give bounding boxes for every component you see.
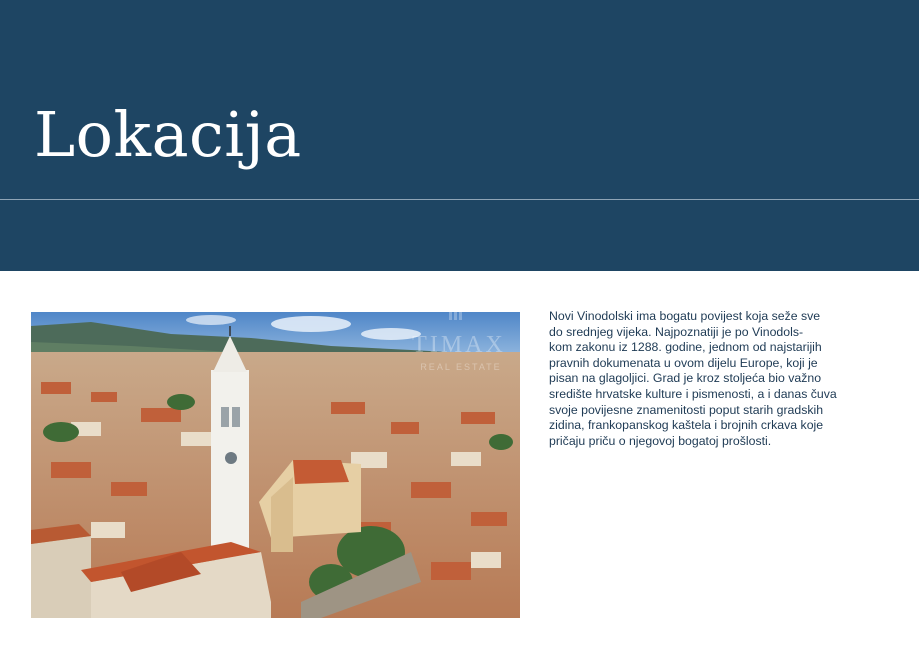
description-line: Novi Vinodolski ima bogatu povijest koja seže sve [549, 309, 821, 323]
header-divider [0, 199, 919, 200]
town-aerial-photo [31, 312, 520, 618]
description-line: kom zakonu iz 1288. godine, jednom od najstarijih [549, 340, 822, 355]
watermark-subtitle: REAL ESTATE [420, 362, 502, 372]
description-line: središte hrvatske kulture i pismenosti, a i danas čuva [549, 386, 837, 401]
page-title: Lokacija [34, 98, 302, 171]
description-line: svoje povijesne znamenitosti poput starih gradskih [549, 402, 824, 417]
watermark-brand: TIMAX [412, 332, 506, 358]
description-line: pričaju priču o njegovoj bogatoj prošlosti. [549, 433, 772, 448]
description-line: zidina, frankopanskog kaštela i brojnih crkava koje [549, 418, 824, 433]
description-line: do srednjeg vijeka. Najpoznatiji je po Vinodols- [549, 324, 804, 339]
description-line: pravnih dokumenata u ovom dijelu Europe, koji je [549, 355, 818, 370]
header-band [0, 0, 919, 271]
location-description [549, 309, 869, 449]
description-line: pisan na glagoljici. Grad je kroz stoljeća bio važno [549, 371, 822, 386]
